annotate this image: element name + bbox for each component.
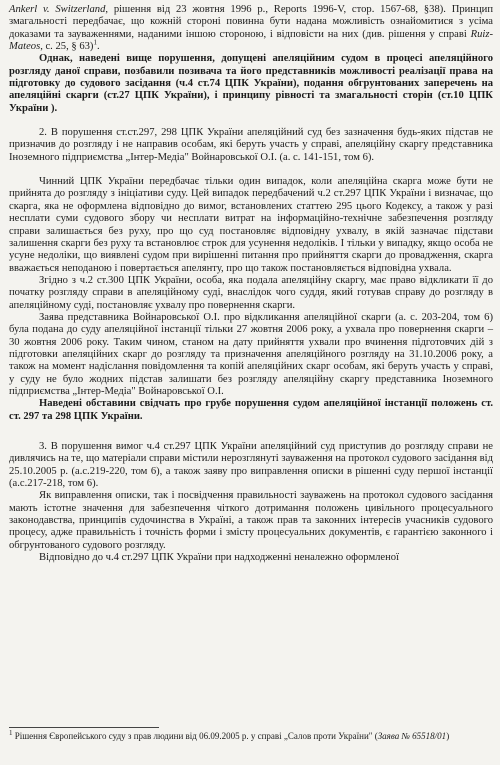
footnote-ref[interactable]: 1 (93, 38, 97, 47)
footnote-divider (9, 727, 159, 728)
paragraph-4: Чинний ЦПК України передбачає тільки один випадок, коли апеляційна скарга може бути не прийнята до розгляду з ініціативи суду. Цей випадок передбачений ч.2 ст.297 ЦПК України і визначає, що скарга, яка не оформлена відповідно до вимог, встановлених статтею 295 цього Кодексу, а також у разі несплати суми судового збору чи несплати витрат на інформаційно-технічне забезпечення розгляду справи залишається без руху, про що суд постановляє відповідну ухвалу, в якій зазначає підстави залишення скарги без руху та встановлює строк для усунення недоліків. І тільки у випадку, якщо особа не усуне недоліки, що виявлені судом при вирішенні питання про прийняття скарги до провадження, скарга вважається неподаною і повертається апелянту, про що також постановляється відповідна ухвала. (9, 176, 493, 274)
paragraph-2-bold: Однак, наведені вище порушення, допущені апеляційним судом в процесі апеляційного розгляду даної справи, позбавили позивача та його представників можливості реалізації права на підготовку до судового засідання (ч.4 ст.74 ЦПК України), подання обгрунтованих заперечень на апеляційні скарги (ст.27 ЦПК України), і принципу рівності та змагальності сторін (ст.10 ЦПК України ). (9, 53, 493, 114)
paragraph-8: 3. В порушення вимог ч.4 ст.297 ЦПК України апеляційний суд приступив до розгляду справи не дивлячись на те, що матеріали справи містили нерозглянуті зауваження на протокол судового засідання від 25.10.2005 р. (а.с.219-220, том 6), а також заяву про виправлення описки в рішенні суду першої інстанції (а.с.217-218, том 6). (9, 441, 493, 490)
paragraph-7-bold: Наведені обставини свідчать про грубе порушення судом апеляційної інстанції положень ст. ст. 297 та 298 ЦПК України. (9, 398, 493, 422)
paragraph-1: Ankerl v. Switzerland, рішення від 23 жовтня 1996 р., Reports 1996-V, стор. 1567-68, §38). Принцип змагальності передбачає, що кожній стороні повинна бути надана можливість ознайомитися з усіма доказами та зауваженнями, наданими іншою стороною, і відповісти на них (див. рішення у справі Ruiz-Mateos, с. 25, § 63)$^1$. (9, 4, 493, 53)
footnote: $^1$ Рішення Європейського суду з прав людини від 06.09.2005 р. у справі „Салов проти України" (Заява № 65518/01) (9, 729, 450, 741)
footnote-number: 1 (9, 729, 13, 737)
footnote-application-number: Заява № 65518/01 (377, 731, 447, 741)
paragraph-9: Як виправлення описки, так і посвідчення правильності зауважень на протокол судового засідання мають істотне значення для забезпечення чіткого дотримання положень цивільного процесуального законодавства, принципів судочинства в Україні, а також прав та законних інтересів учасників судового процесу, адже правильність і точність форми і змісту процесуальних документів, є гарантією законного і обгрунтованого судового розгляду. (9, 490, 493, 551)
paragraph-5: Згідно з ч.2 ст.300 ЦПК України, особа, яка подала апеляційну скаргу, має право відкликати її до початку розгляду справи в апеляційному суді, внаслідок чого суддя, який готував справу до розгляду в апеляційному суді, постановляє ухвалу про повернення скарги. (9, 274, 493, 311)
paragraph-10: Відповідно до ч.4 ст.297 ЦПК України при надходженні неналежно оформленої (39, 552, 400, 564)
case-name-2: Ruiz-Mateos (9, 28, 493, 53)
paragraph-3: 2. В порушення ст.ст.297, 298 ЦПК України апеляційний суд без зазначення будь-яких підстав не призначив до розгляду і не направив особам, які беруть участь у справі, апеляційну скаргу представника Іноземного підприємства „Інтер-Медіа" Войнаровської О.І. (а. с. 141-151, том 6). (9, 127, 493, 163)
case-name: Ankerl v. Switzerland (9, 4, 106, 15)
paragraph-6: Заява представника Войнаровської О.І. про відкликання апеляційної скарги (а. с. 203-204, том 6) була подана до суду апеляційної інстанції тільки 27 жовтня 2006 року, а ухвала про повернення скарги – 30 жовтня 2006 року. Таким чином, станом на дату прийняття ухвали про вчинення підготовчих дій з підготовки апеляційних скарг до розгляду та призначення апеляційного розгляду на 31.10.2006 року, а також на момент надіслання повідомлення та копій апеляційних скарг особам, які беруть участь у справі, у суду не було жодних підстав залишати без розгляду апеляційну скаргу представника Іноземного підприємства „Інтер-Медіа" Войнаровської О.І. (9, 311, 493, 397)
